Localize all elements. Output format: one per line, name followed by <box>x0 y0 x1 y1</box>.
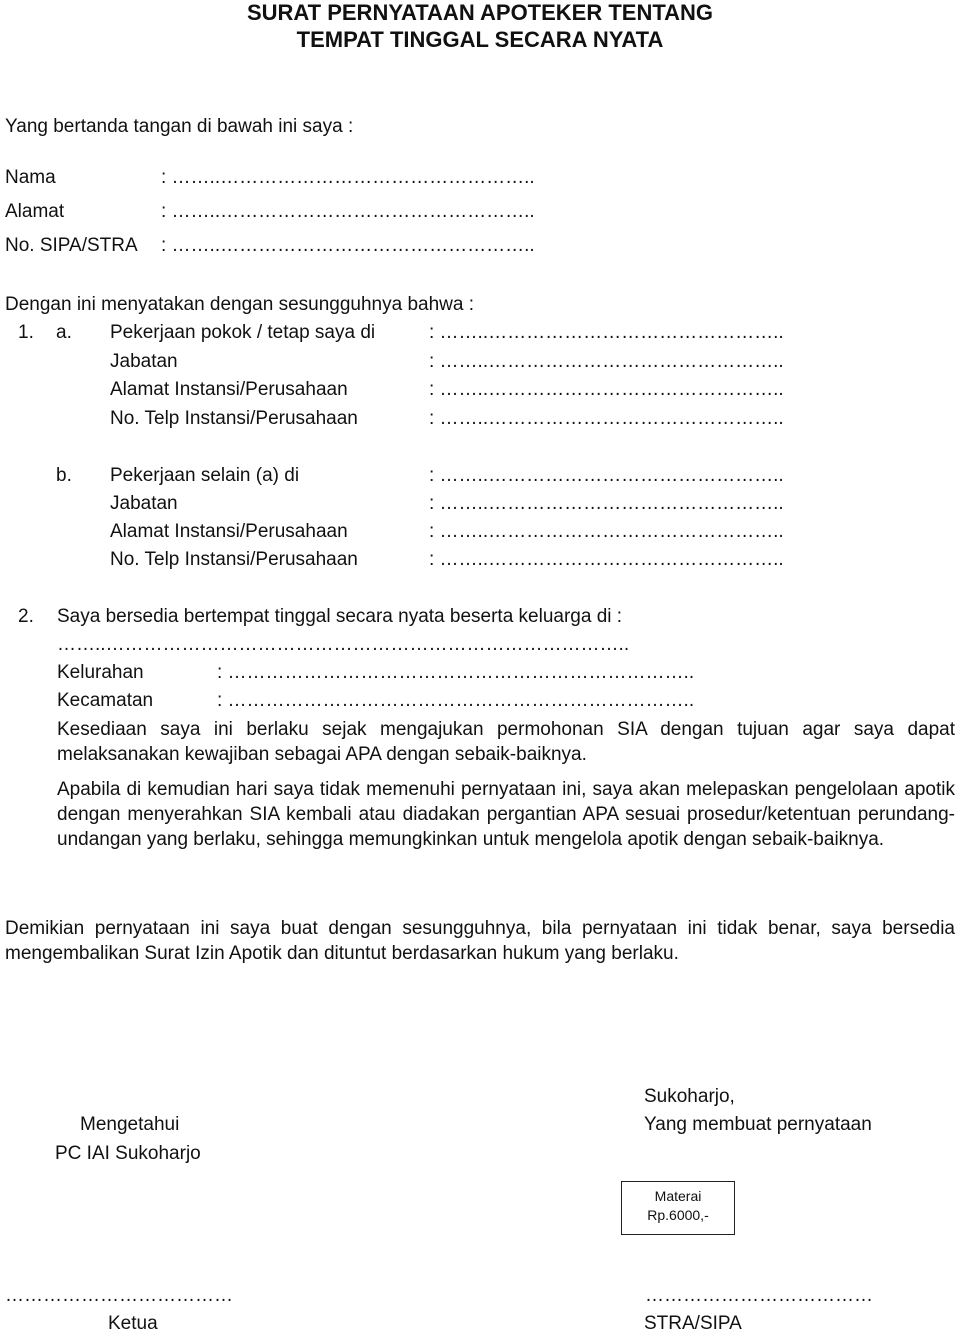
signature-place: Sukoharjo, <box>644 1086 735 1107</box>
signature-left-dots: ……………………………… <box>5 1285 233 1306</box>
signature-left-name: Ketua <box>108 1313 158 1334</box>
identity-value-name: : ……..………………………………………….. <box>161 167 535 188</box>
item1a-value-job: : ……..……………………………………….. <box>429 322 784 343</box>
signature-right-name: STRA/SIPA <box>644 1313 742 1334</box>
item1b-label-phone: No. Telp Instansi/Perusahaan <box>110 549 358 570</box>
item1b-value-address: : ……..……………………………………….. <box>429 521 784 542</box>
item2-number: 2. <box>18 606 34 627</box>
item1-number: 1. <box>18 322 34 343</box>
item1b-label-position: Jabatan <box>110 493 178 514</box>
identity-label-sipa: No. SIPA/STRA <box>5 235 138 256</box>
stamp-line2: Rp.6000,- <box>647 1207 709 1223</box>
materai-stamp-box <box>621 1181 735 1235</box>
stamp-line1: Materai <box>654 1188 702 1204</box>
item1b-value-phone: : ……..……………………………………….. <box>429 549 784 570</box>
item1a-value-phone: : ……..……………………………………….. <box>429 408 784 429</box>
signature-right-line2: Yang membuat pernyataan <box>644 1114 872 1135</box>
signature-left-line1: Mengetahui <box>80 1114 180 1135</box>
item2-label-kelurahan: Kelurahan <box>57 662 144 683</box>
item1b-value-position: : ……..……………………………………….. <box>429 493 784 514</box>
item1a-value-address: : ……..……………………………………….. <box>429 379 784 400</box>
item1a-letter: a. <box>56 322 72 343</box>
item2-text: Saya bersedia bertempat tinggal secara nyata beserta keluarga di : <box>57 606 623 627</box>
item1a-label-position: Jabatan <box>110 351 178 372</box>
item1a-label-address: Alamat Instansi/Perusahaan <box>110 379 348 400</box>
identity-label-name: Nama <box>5 167 56 188</box>
intro-text: Yang bertanda tangan di bawah ini saya : <box>5 116 354 137</box>
item1a-label-job: Pekerjaan pokok / tetap saya di <box>110 322 376 343</box>
item1b-label-address: Alamat Instansi/Perusahaan <box>110 521 348 542</box>
item2-label-kecamatan: Kecamatan <box>57 690 154 711</box>
item1a-label-phone: No. Telp Instansi/Perusahaan <box>110 408 358 429</box>
closing-paragraph: Demikian pernyataan ini saya buat dengan sesungguhnya, bila pernyataan ini tidak benar, saya bersedia mengembalikan Surat Izin Apotik dan dituntut berdasarkan hukum yang berlaku. <box>5 918 955 964</box>
identity-value-sipa: : ……..………………………………………….. <box>161 235 535 256</box>
document-title-line2: TEMPAT TINGGAL SECARA NYATA <box>296 27 664 52</box>
item1b-label-job: Pekerjaan selain (a) di <box>110 465 300 486</box>
identity-value-address: : ……..………………………………………….. <box>161 201 535 222</box>
identity-label-address: Alamat <box>5 201 65 222</box>
signature-right-dots: ……………………………… <box>645 1285 873 1306</box>
item2-value-kecamatan: : ……………………………………………………………….. <box>217 690 695 711</box>
item1b-letter: b. <box>56 465 72 486</box>
item2-paragraph-2: Apabila di kemudian hari saya tidak memenuhi pernyataan ini, saya akan melepaskan pengelolaan apotik dengan menyerahkan SIA kembali atau diadakan pergantian APA sesuai prosedur/ketentuan perundang-undangan yang berlaku, sehingga memungkinkan untuk mengelola apotik dengan sebaik-baiknya. <box>57 779 955 850</box>
item2-paragraph-1: Kesediaan saya ini berlaku sejak mengajukan permohonan SIA dengan tujuan agar saya dapat melaksanakan kewajiban sebagai APA dengan sebaik-baiknya. <box>57 719 955 765</box>
item1b-value-job: : ……..……………………………………….. <box>429 465 784 486</box>
signature-left-line2: PC IAI Sukoharjo <box>55 1143 201 1164</box>
document-title-line1: SURAT PERNYATAAN APOTEKER TENTANG <box>246 0 714 25</box>
item1a-value-position: : ……..……………………………………….. <box>429 351 784 372</box>
item2-value-kelurahan: : ……………………………………………………………….. <box>217 662 695 683</box>
item2-address-dots: ……..……………………………………………………………………….. <box>57 634 630 655</box>
declaration-intro: Dengan ini menyatakan dengan sesungguhnya bahwa : <box>5 294 475 315</box>
